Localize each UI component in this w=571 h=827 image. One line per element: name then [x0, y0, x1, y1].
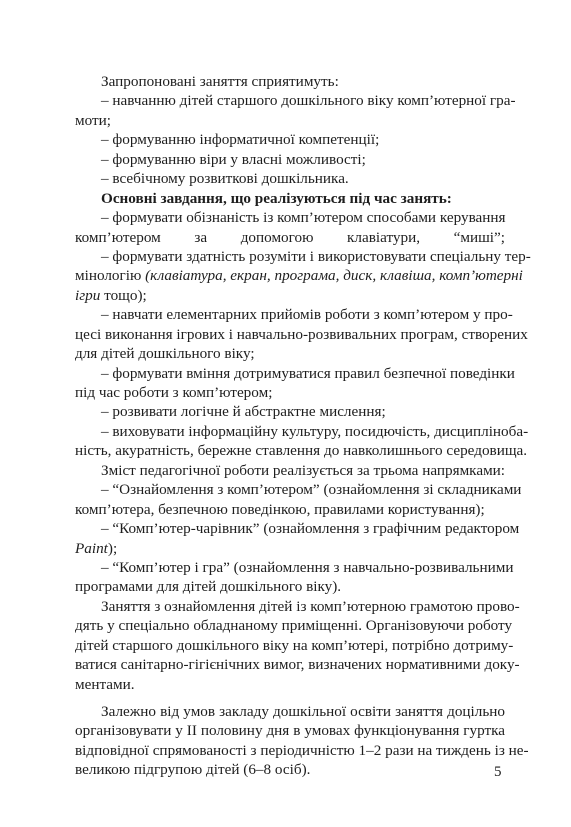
text-line: Запропоновані заняття сприятимуть: [101, 73, 339, 90]
text-line: під час роботи з комп’ютером; [75, 384, 273, 401]
text-span: тощо); [100, 286, 147, 304]
text-line: – формувати обізнаність із комп’ютером способами керування [101, 209, 506, 227]
text-line: ватися санітарно-гігієнічних вимог, визначених нормативними доку- [75, 656, 520, 674]
text-line: комп’ютером за допомогою клавіатури, “миші”; [75, 228, 505, 246]
text-line: Зміст педагогічної роботи реалізується за трьома напрямками: [101, 461, 506, 479]
text-span: мінологію [75, 267, 146, 285]
paragraph-gap [75, 694, 505, 702]
text-line: – формуванню віри у власні можливості; [101, 150, 366, 168]
text-line: дять у спеціально обладнаному приміщенні. Організовуючи роботу [75, 617, 513, 635]
text-line: організовувати у ІІ половину дня в умовах функціонування гуртка [75, 722, 505, 740]
text-line: – “Комп’ютер-чарівник” (ознайомлення з графічним редактором [101, 520, 520, 538]
text-line: – всебічному розвиткові дошкільника. [101, 170, 349, 188]
text-line: комп’ютера, безпечною поведінкою, правилами користування); [75, 500, 485, 518]
text-line: ментами. [75, 675, 135, 693]
text-line: – формувати здатність розуміти і використовувати спеціальну тер- [101, 247, 531, 265]
text-span: ); [107, 539, 118, 557]
text-line: – “Ознайомлення з комп’ютером” (ознайомлення зі складниками [101, 481, 522, 499]
text-line: моти; [75, 111, 111, 129]
text-line: – навчати елементарних прийомів роботи з комп’ютером у про- [101, 306, 513, 324]
text-line: – навчанню дітей старшого дошкільного віку комп’ютерної гра- [101, 92, 516, 110]
text-line: програмами для дітей дошкільного віку). [75, 578, 342, 596]
text-line: – “Комп’ютер і гра” (ознайомлення з навчально-розвивальними [101, 558, 514, 576]
text-line [75, 539, 505, 558]
text-line: Залежно від умов закладу дошкільної освіти заняття доцільно [101, 703, 505, 720]
text-line: – формуванню інформатичної компетенції; [101, 131, 380, 149]
italic-text: ігри [75, 286, 101, 304]
page-number: 5 [494, 764, 502, 780]
text-line: цесі виконання ігрових і навчально-розвивальних програм, створених [75, 325, 528, 343]
text-line: Основні завдання, що реалізуються під час занять: [101, 189, 452, 207]
italic-text: (клавіатура, екран, програма, диск, клавіша, комп’ютерні [145, 267, 523, 285]
text-line: дітей старшого дошкільного віку на комп’ютері, потрібно дотриму- [75, 636, 514, 654]
text-line: великою підгрупою дітей (6–8 осіб). [75, 761, 311, 779]
text-line: – формувати вміння дотримуватися правил безпечної поведінки [101, 364, 515, 382]
text-line: відповідної спрямованості з періодичністю 1–2 рази на тиждень із не- [75, 741, 529, 759]
text-line: для дітей дошкільного віку; [75, 345, 255, 363]
text-line: – розвивати логічне й абстрактне мислення; [101, 403, 386, 421]
text-line: – виховувати інформаційну культуру, посидючість, дисципліноба- [101, 422, 529, 440]
body-text [75, 72, 531, 780]
text-line: ність, акуратність, бережне ставлення до навколишнього середовища. [75, 442, 528, 460]
text-line: Заняття з ознайомлення дітей із комп’ютерною грамотою прово- [101, 597, 520, 615]
text-line [75, 266, 523, 285]
text-line [75, 286, 505, 305]
italic-text: Paint [75, 539, 108, 557]
